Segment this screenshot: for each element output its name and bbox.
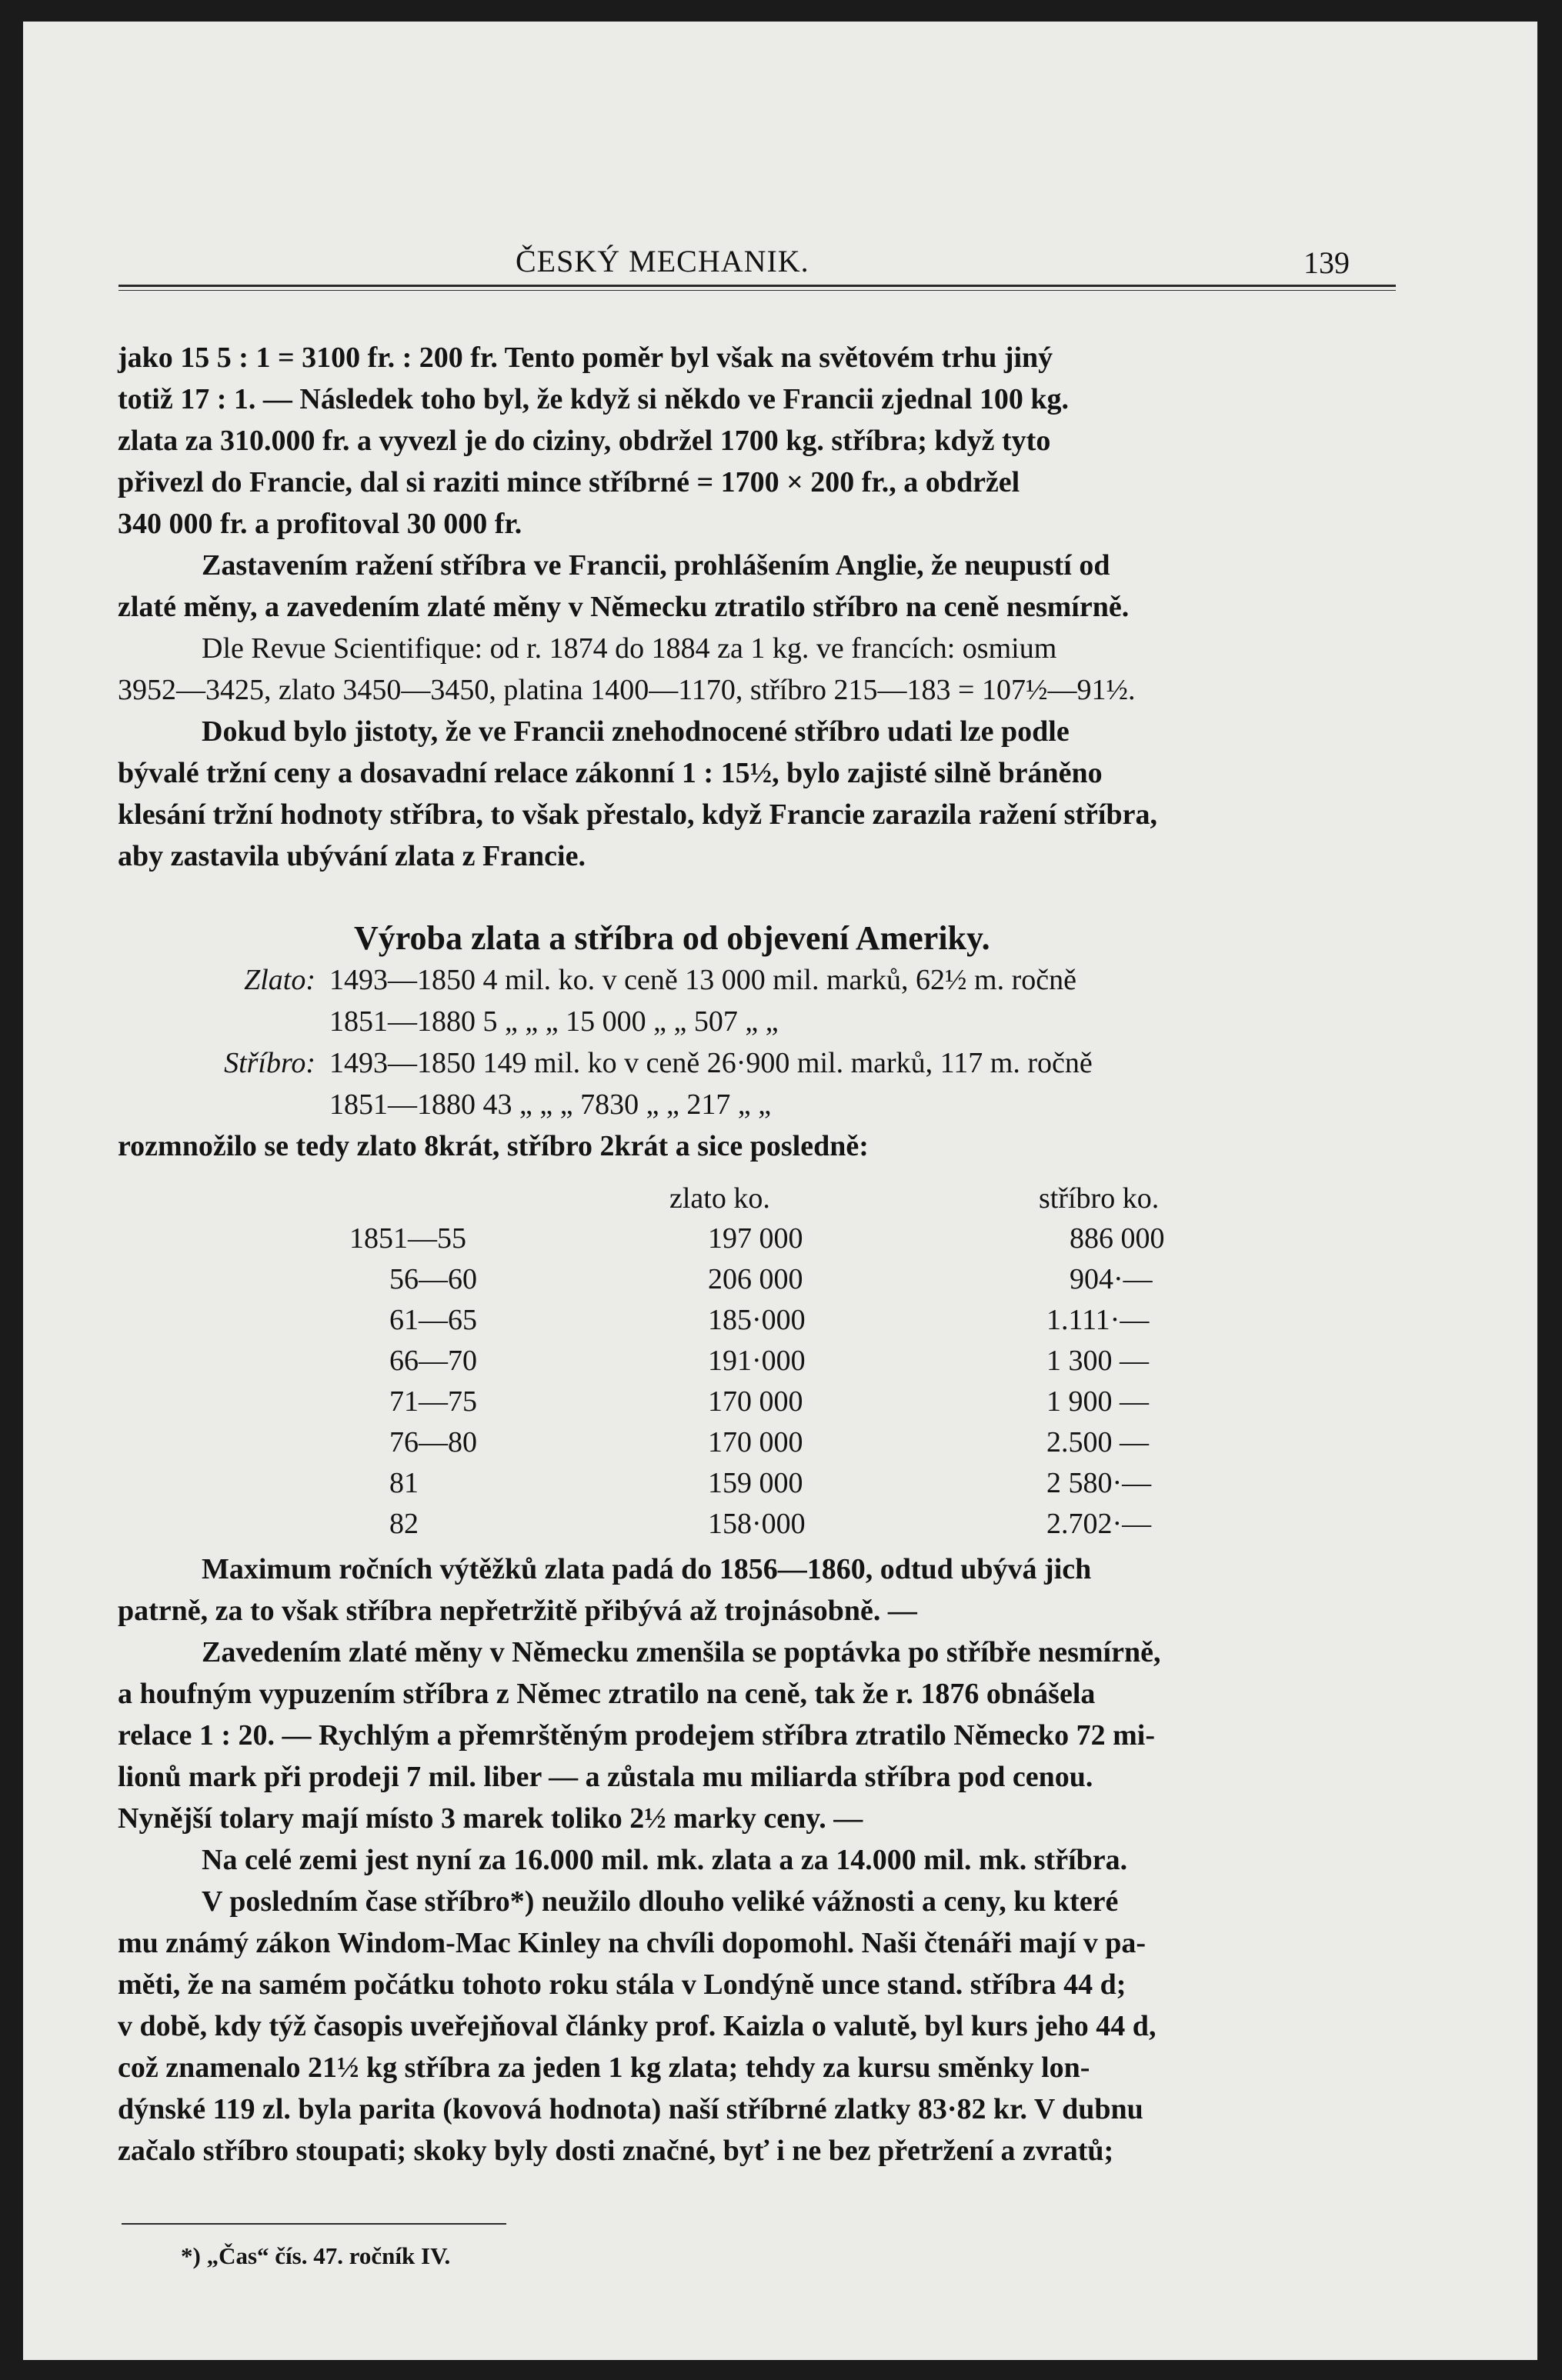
production-line: 1493—1850 4 mil. ko. v ceně 13 000 mil. marků, 62½ m. ročně <box>329 964 1076 996</box>
footnote: *) „Čas“ čís. 47. ročník IV. <box>181 2242 451 2269</box>
text-line: klesání tržní hodnoty stříbra, to však přestalo, když Francie zarazila ražení stříbra, <box>118 798 1157 831</box>
table-cell-gold: 170 000 <box>708 1385 803 1418</box>
text-line: patrně, za to však stříbra nepřetržitě přibývá až trojnásobně. — <box>118 1595 917 1627</box>
text-line: přivezl do Francie, dal si raziti mince stříbrné = 1700 × 200 fr., a obdržel <box>118 466 1020 498</box>
table-cell-silver: 1.111·— <box>1046 1304 1150 1336</box>
text-line: aby zastavila ubývání zlata z Francie. <box>118 840 586 872</box>
section-heading: Výroba zlata a stříbra od objevení Ameriky. <box>354 919 990 957</box>
text-line: Nynější tolary mají místo 3 marek toliko 2½ marky ceny. — <box>118 1802 863 1835</box>
table-cell-silver: 2.702·— <box>1046 1508 1152 1540</box>
production-label: Zlato: <box>244 964 315 996</box>
text-line: 3952—3425, zlato 3450—3450, platina 1400—1170, stříbro 215—183 = 107½—91½. <box>118 674 1136 706</box>
table-cell-gold: 206 000 <box>708 1263 803 1295</box>
text-line: bývalé tržní ceny a dosavadní relace zákonní 1 : 15½, bylo zajisté silně bráněno <box>118 757 1103 789</box>
table-row-period: 71—75 <box>389 1385 477 1418</box>
text-line: začalo stříbro stoupati; skoky byly dosti značné, byť i ne bez přetržení a zvratů; <box>118 2135 1114 2167</box>
header-rule-thin <box>118 290 1396 291</box>
text-line: 340 000 fr. a profitoval 30 000 fr. <box>118 508 522 540</box>
running-header: ČESKÝ MECHANIK. <box>516 244 809 278</box>
text-line: Na celé zemi jest nyní za 16.000 mil. mk. zlata a za 14.000 mil. mk. stříbra. <box>202 1844 1128 1876</box>
table-cell-gold: 170 000 <box>708 1426 803 1458</box>
production-summary: rozmnožilo se tedy zlato 8krát, stříbro 2krát a sice posledně: <box>118 1130 869 1162</box>
production-line: 1851—1880 5 „ „ „ 15 000 „ „ 507 „ „ <box>329 1005 779 1038</box>
table-header-silver: stříbro ko. <box>1039 1182 1160 1215</box>
table-row-period: 82 <box>389 1508 419 1540</box>
production-label: Stříbro: <box>224 1047 315 1079</box>
table-cell-silver: 2.500 — <box>1046 1426 1149 1458</box>
text-line: V posledním čase stříbro*) neužilo dlouho veliké vážnosti a ceny, ku které <box>202 1885 1119 1918</box>
text-line: Dokud bylo jistoty, že ve Francii znehodnocené stříbro udati lze podle <box>202 715 1070 748</box>
table-cell-gold: 158·000 <box>708 1508 806 1540</box>
table-cell-gold: 185·000 <box>708 1304 806 1336</box>
table-cell-gold: 159 000 <box>708 1467 803 1499</box>
page <box>23 22 1537 2360</box>
table-cell-silver: 886 000 <box>1070 1222 1165 1255</box>
text-line: což znamenalo 21½ kg stříbra za jeden 1 kg zlata; tehdy za kursu směnky lon- <box>118 2052 1090 2084</box>
table-cell-silver: 1 300 — <box>1046 1345 1149 1377</box>
footnote-rule <box>122 2223 506 2225</box>
text-line: měti, že na samém počátku tohoto roku stála v Londýně unce stand. stříbra 44 d; <box>118 1968 1126 2001</box>
header-rule <box>118 285 1396 287</box>
table-row-period: 66—70 <box>389 1345 477 1377</box>
table-row-period: 1851—55 <box>349 1222 466 1255</box>
text-line: zlata za 310.000 fr. a vyvezl je do ciziny, obdržel 1700 kg. stříbra; když tyto <box>118 425 1051 457</box>
table-row-period: 61—65 <box>389 1304 477 1336</box>
production-line: 1851—1880 43 „ „ „ 7830 „ „ 217 „ „ <box>329 1088 772 1121</box>
table-cell-silver: 2 580·— <box>1046 1467 1152 1499</box>
table-cell-silver: 1 900 — <box>1046 1385 1149 1418</box>
table-cell-gold: 197 000 <box>708 1222 803 1255</box>
table-row-period: 56—60 <box>389 1263 477 1295</box>
table-cell-gold: 191·000 <box>708 1345 806 1377</box>
table-header-gold: zlato ko. <box>669 1182 770 1215</box>
production-line: 1493—1850 149 mil. ko v ceně 26·900 mil. marků, 117 m. ročně <box>329 1047 1093 1079</box>
text-line: lionů mark při prodeji 7 mil. liber — a zůstala mu miliarda stříbra pod cenou. <box>118 1761 1093 1793</box>
text-line: Dle Revue Scientifique: od r. 1874 do 1884 za 1 kg. ve francích: osmium <box>202 632 1057 665</box>
table-row-period: 81 <box>389 1467 419 1499</box>
table-cell-silver: 904·— <box>1070 1263 1153 1295</box>
text-line: a houfným vypuzením stříbra z Němec ztratilo na ceně, tak že r. 1876 obnášela <box>118 1678 1096 1710</box>
text-line: jako 15 5 : 1 = 3100 fr. : 200 fr. Tento poměr byl však na světovém trhu jiný <box>118 342 1053 374</box>
page-number: 139 <box>1303 245 1350 280</box>
text-line: Zavedením zlaté měny v Německu zmenšila se poptávka po stříbře nesmírně, <box>202 1636 1161 1668</box>
table-row-period: 76—80 <box>389 1426 477 1458</box>
text-line: dýnské 119 zl. byla parita (kovová hodnota) naší stříbrné zlatky 83·82 kr. V dubnu <box>118 2093 1143 2125</box>
text-line: mu známý zákon Windom-Mac Kinley na chvíli dopomohl. Naši čtenáři mají v pa- <box>118 1927 1146 1959</box>
text-line: v době, kdy týž časopis uveřejňoval články prof. Kaizla o valutě, byl kurs jeho 44 d, <box>118 2010 1156 2042</box>
text-line: relace 1 : 20. — Rychlým a přemrštěným prodejem stříbra ztratilo Německo 72 mi- <box>118 1719 1155 1752</box>
text-line: Maximum ročních výtěžků zlata padá do 1856—1860, odtud ubývá jich <box>202 1553 1092 1585</box>
text-line: totiž 17 : 1. — Následek toho byl, že když si někdo ve Francii zjednal 100 kg. <box>118 383 1070 415</box>
text-line: zlaté měny, a zavedením zlaté měny v Německu ztratilo stříbro na ceně nesmírně. <box>118 591 1130 623</box>
text-line: Zastavením ražení stříbra ve Francii, prohlášením Anglie, že neupustí od <box>202 549 1110 582</box>
